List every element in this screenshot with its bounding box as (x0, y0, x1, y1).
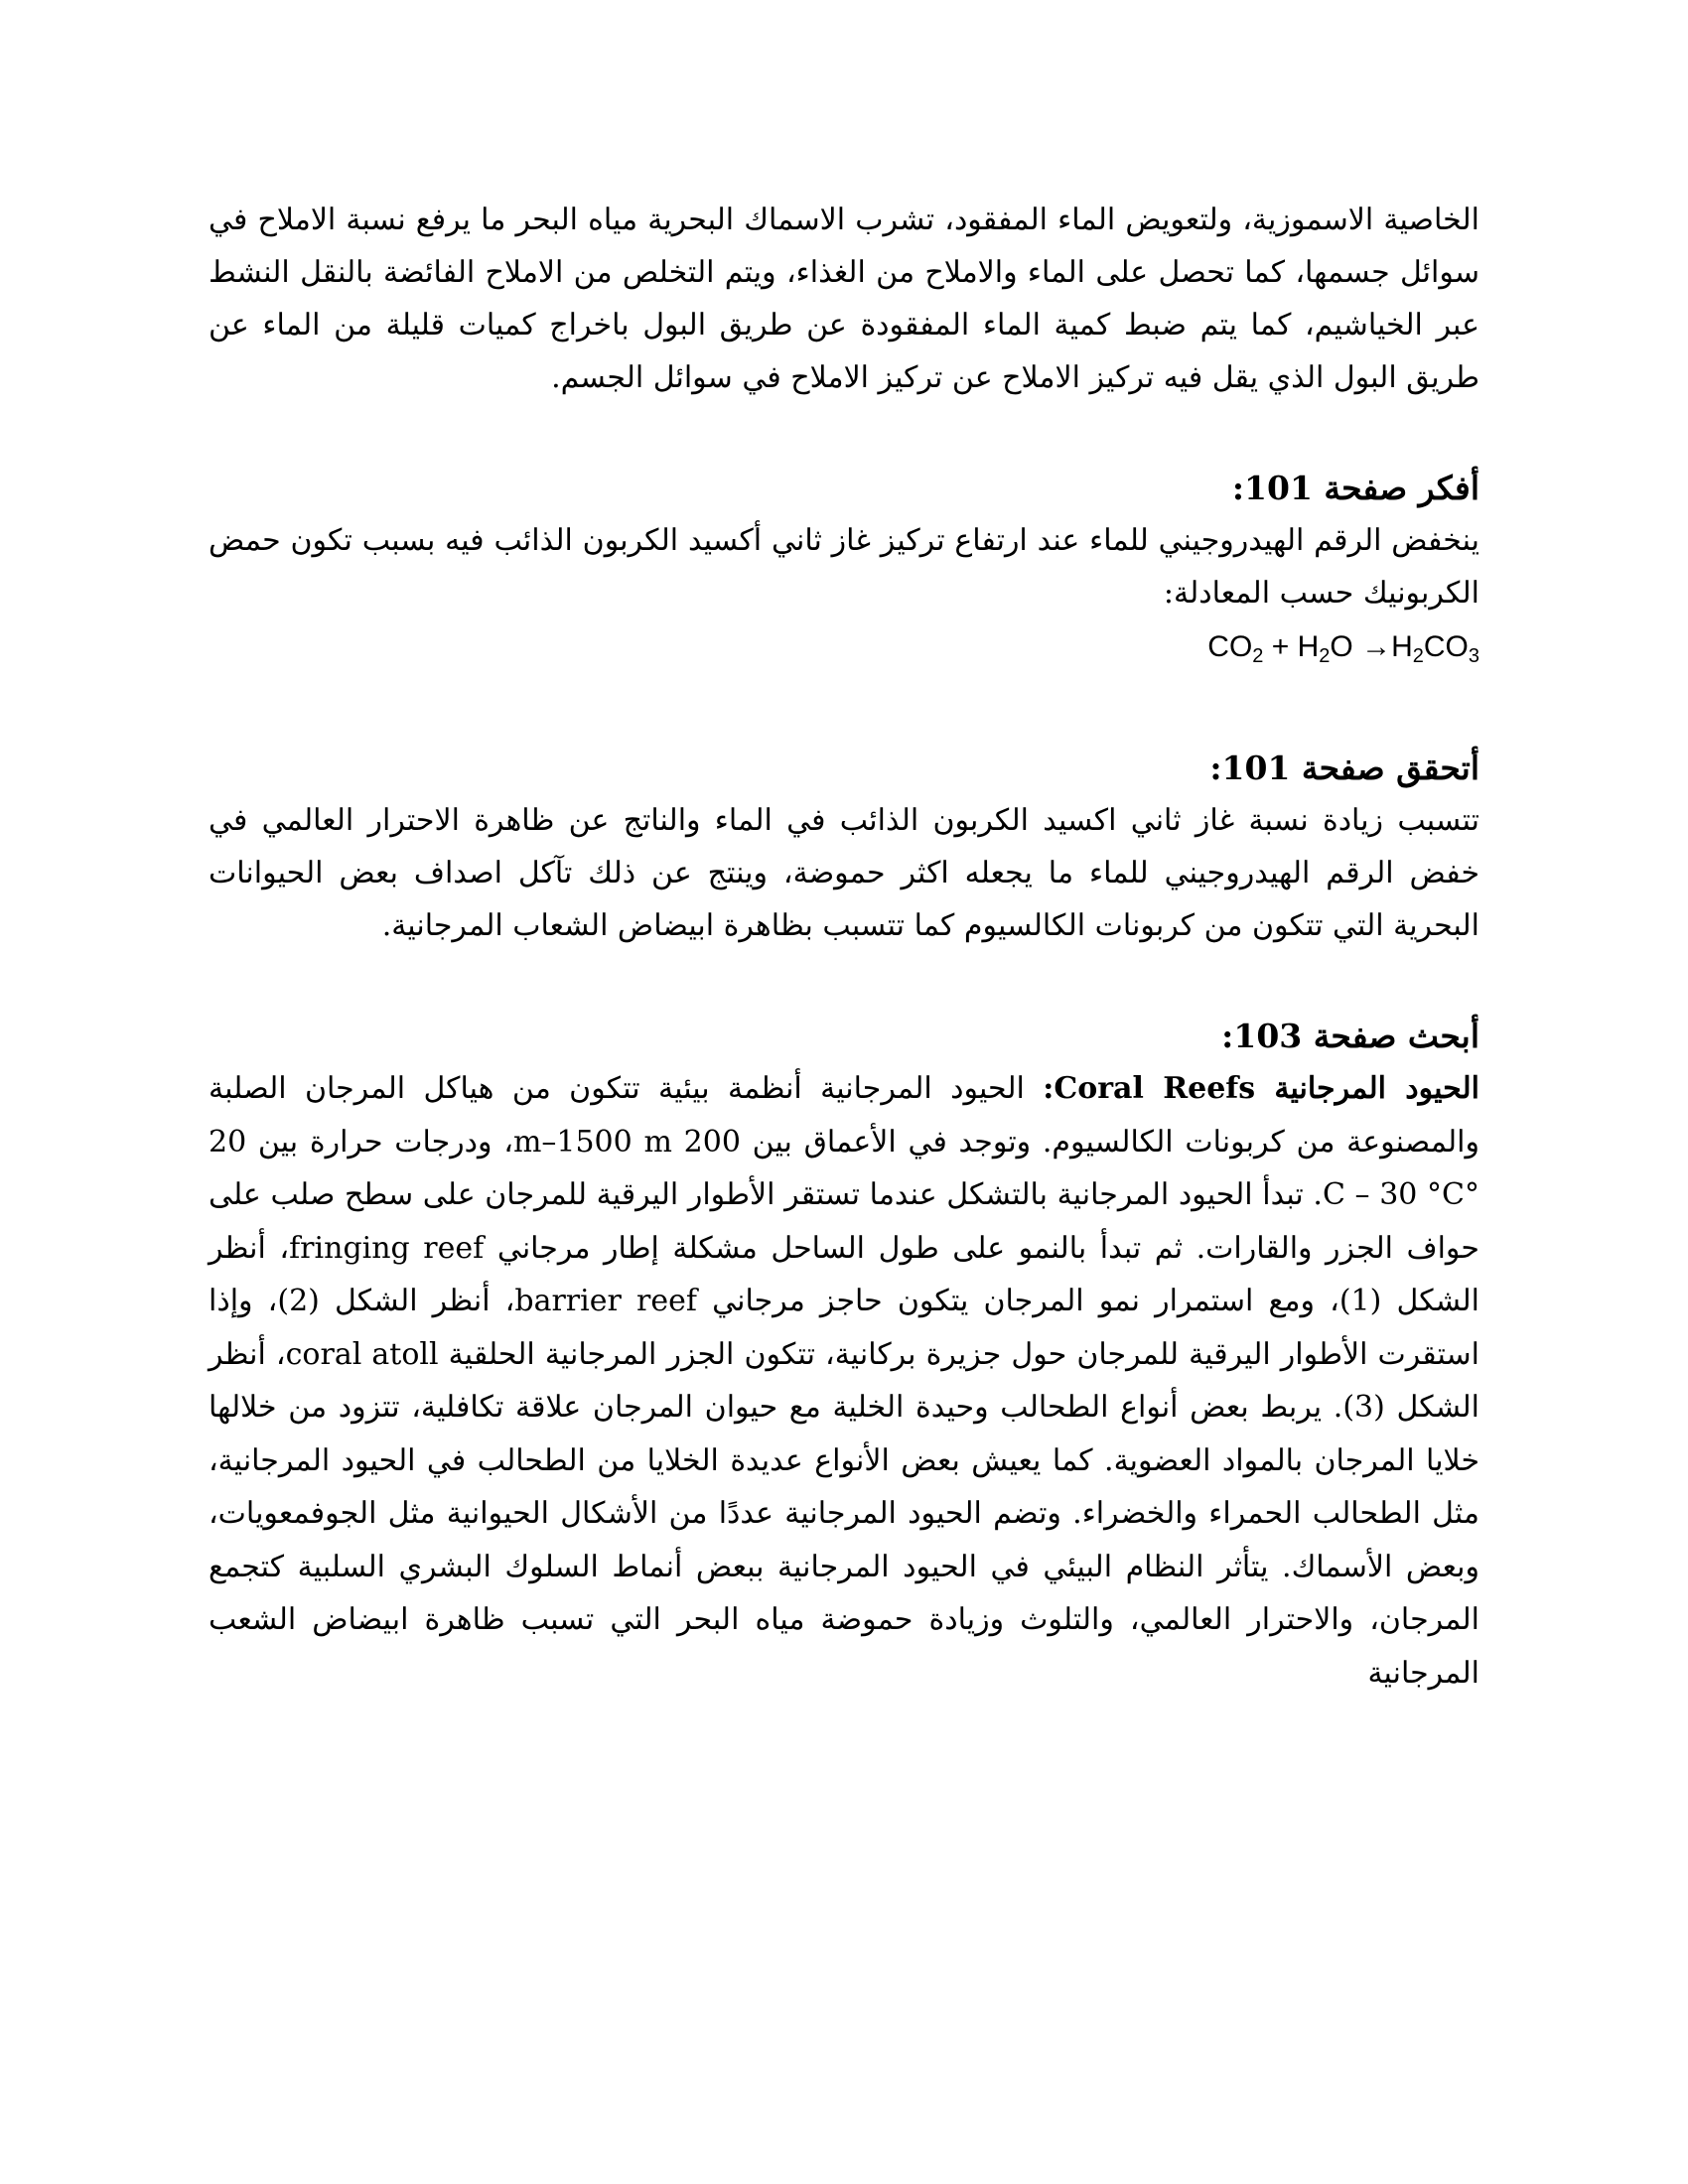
research-paragraph (209, 1062, 1479, 1700)
eq-co3-sub: 3 (1468, 645, 1479, 667)
eq-h2-sub: 2 (1412, 645, 1424, 667)
coral-reefs-term: الحيود المرجانية Coral Reefs: (1043, 1071, 1480, 1106)
research-heading: أبحث صفحة 103: (1221, 1017, 1479, 1055)
verify-heading: أتحقق صفحة 101: (1209, 749, 1479, 787)
eq-co: CO (1207, 630, 1253, 663)
eq-co-sub: 2 (1252, 645, 1264, 667)
think-section (209, 462, 1479, 684)
research-section (209, 1010, 1479, 1700)
eq-co3: CO (1423, 630, 1469, 663)
research-body: الحيود المرجانية أنظمة بيئية تتكون من هياكل المرجان الصلبة والمصنوعة من كربونات الكالسيوم. وتوجد في الأعماق بين 200 m–1500 m، ودرجات حرارة بين 20 °C – 30 °C. تبدأ الحيود المرجانية بالتشكل عندما تستقر الأطوار اليرقية للمرجان على سطح صلب على حواف الجزر والقارات. ثم تبدأ بالنمو على طول الساحل مشكلة إطار مرجاني fringing reef، أنظر الشكل (1)، ومع استمرار نمو المرجان يتكون حاجز مرجاني barrier reef، أنظر الشكل (2)، وإذا استقرت الأطوار اليرقية للمرجان حول جزيرة بركانية، تتكون الجزر المرجانية الحلقية coral atoll، أنظر الشكل (3). يربط بعض أنواع الطحالب وحيدة الخلية مع حيوان المرجان علاقة تكافلية، تتزود من خلالها خلايا المرجان بالمواد العضوية. كما يعيش بعض الأنواع عديدة الخلايا من الطحالب في الحيود المرجانية، مثل الطحالب الحمراء والخضراء. وتضم الحيود المرجانية عددًا من الأشكال الحيوانية مثل الجوفمعويات، وبعض الأسماك. يتأثر النظام البيئي في الحيود المرجانية ببعض أنماط السلوك البشري السلبية كتجمع المرجان، والاحترار العالمي، والتلوث وزيادة حموضة مياه البحر التي تسبب ظاهرة ابيضاض الشعب المرجانية (209, 1071, 1480, 1691)
think-heading: أفكر صفحة 101: (1231, 469, 1479, 507)
section-gap (209, 952, 1479, 1010)
section-gap (209, 404, 1479, 462)
intro-paragraph: الخاصية الاسموزية، ولتعويض الماء المفقود، تشرب الاسماك البحرية مياه البحر ما يرفع نسبة الاملاح في سوائل جسمها، كما تحصل على الماء والاملاح من الغذاء، ويتم التخلص من الاملاح الفائضة بالنقل النشط عبر الخياشيم، كما يتم ضبط كمية الماء المفقودة عن طريق البول باخراج كميات قليلة من الماء عن طريق البول الذي يقل فيه تركيز الاملاح عن تركيز الاملاح في سوائل الجسم. (209, 203, 1479, 395)
eq-plus-h: + H (1263, 630, 1320, 663)
think-paragraph: ينخفض الرقم الهيدروجيني للماء عند ارتفاع تركيز غاز ثاني أكسيد الكربون الذائب فيه بسبب تكون حمض الكربونيك حسب المعادلة: (209, 523, 1479, 611)
verify-section (209, 742, 1479, 952)
chemical-equation (209, 619, 1479, 684)
section-gap (209, 684, 1479, 742)
eq-h-sub: 2 (1319, 645, 1331, 667)
document-page (209, 194, 1479, 1700)
verify-paragraph: تتسبب زيادة نسبة غاز ثاني اكسيد الكربون الذائب في الماء والناتج عن ظاهرة الاحترار العالمي في خفض الرقم الهيدروجيني للماء ما يجعله اكثر حموضة، وينتج عن ذلك تآكل اصداف بعض الحيوانات البحرية التي تتكون من كربونات الكالسيوم كما تتسبب بظاهرة ابيضاض الشعاب المرجانية. (209, 803, 1479, 943)
eq-o-arrow: O →H (1330, 630, 1413, 663)
